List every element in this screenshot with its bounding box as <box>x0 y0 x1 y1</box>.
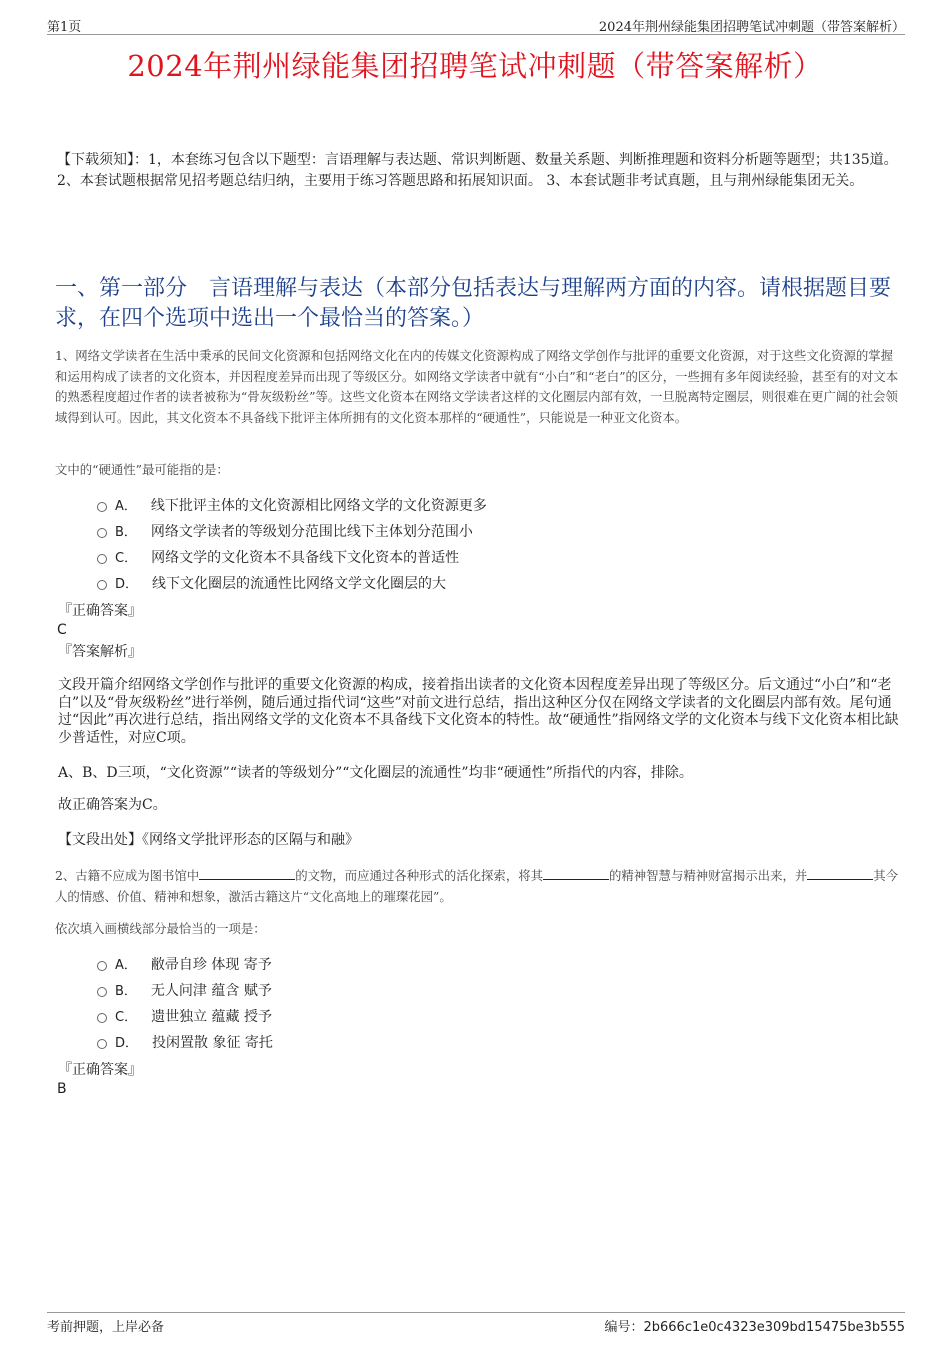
radio-icon[interactable] <box>97 580 107 590</box>
answer-value: C <box>57 622 67 638</box>
analysis-text-3: 故正确答案为C。 <box>58 797 167 813</box>
radio-icon[interactable] <box>97 554 107 564</box>
option-b[interactable]: B． 无人问津 蕴含 赋予 <box>97 978 273 1004</box>
blank-3 <box>807 867 873 880</box>
option-c[interactable]: C． 网络文学的文化资本不具备线下文化资本的普适性 <box>97 545 487 571</box>
question-1-options <box>97 493 487 597</box>
radio-icon[interactable] <box>97 1039 107 1049</box>
option-d[interactable]: D． 投闲置散 象征 寄托 <box>97 1030 273 1056</box>
answer-label: 『正确答案』 <box>58 1062 142 1078</box>
header-doc-title: 2024年荆州绿能集团招聘笔试冲刺题（带答案解析） <box>598 20 905 35</box>
option-a[interactable]: A． 线下批评主体的文化资源相比网络文学的文化资源更多 <box>97 493 487 519</box>
page-header <box>47 14 905 35</box>
radio-icon[interactable] <box>97 987 107 997</box>
analysis-label: 『答案解析』 <box>58 644 142 660</box>
analysis-text-1: 文段开篇介绍网络文学创作与批评的重要文化资源的构成，接着指出读者的文化资本因程度差异出现了等级区分。后文通过“小白”和“老白”以及“骨灰级粉丝”进行举例，随后通过指代词“这些”对前文进行总结，指出这种区分仅在网络文学读者的文化圈层内部有效。尾句通过“因此”再次进行总结，指出网络文学的文化资本不具备线下文化资本的特性。故“硬通性”指网络文学的文化资本与线下文化资本相比缺少普适性，对应C项。 <box>58 677 899 746</box>
blank-1 <box>199 867 295 880</box>
page-number: 第1页 <box>47 20 82 35</box>
radio-icon[interactable] <box>97 1013 107 1023</box>
page-title: 2024年荆州绿能集团招聘笔试冲刺题（带答案解析） <box>127 49 823 83</box>
option-a[interactable]: A． 敝帚自珍 体现 寄予 <box>97 952 273 978</box>
option-c[interactable]: C． 遗世独立 蕴藏 授予 <box>97 1004 273 1030</box>
radio-icon[interactable] <box>97 528 107 538</box>
option-b[interactable]: B． 网络文学读者的等级划分范围比线下主体划分范围小 <box>97 519 487 545</box>
radio-icon[interactable] <box>97 502 107 512</box>
source-citation: 【文段出处】《网络文学批评形态的区隔与和融》 <box>58 832 359 848</box>
question-1-prompt: 文中的“硬通性”最可能指的是： <box>55 462 229 477</box>
analysis-text-2: A、B、D三项，“文化资源”“读者的等级划分”“文化圈层的流通性”均非“硬通性”所指代的内容，排除。 <box>58 765 693 781</box>
download-notice: 【下载须知】：1，本套练习包含以下题型：言语理解与表达题、常识判断题、数量关系题、判断推理题和资料分析题等题型；共135道。 2、本套试题根据常见招考题总结归纳，主要用于练习答题思路和拓展知识面。 3、本套试题非考试真题，且与荆州绿能集团无关。 <box>57 152 898 189</box>
blank-2 <box>543 867 609 880</box>
radio-icon[interactable] <box>97 961 107 971</box>
footer-slogan: 考前押题，上岸必备 <box>47 1320 165 1335</box>
question-2-prompt: 依次填入画横线部分最恰当的一项是： <box>55 921 266 936</box>
question-1-stem: 1、网络文学读者在生活中秉承的民间文化资源和包括网络文化在内的传媒文化资源构成了网络文学创作与批评的重要文化资源，对于这些文化资源的掌握和运用构成了读者的文化资本，并因程度差异而出现了等级区分。如网络文学读者中就有“小白”和“老白”的区分，一些拥有多年阅读经验，甚至有的对文本的熟悉程度超过作者的读者被称为“骨灰级粉丝”等。这些文化资本在网络文学读者这样的文化圈层内部有效，一旦脱离特定圈层，则很难在更广阔的社会领域得到认可。因此，其文化资本不具备线下批评主体所拥有的文化资本那样的“硬通性”，只能说是一种亚文化资本。 <box>55 348 899 425</box>
answer-value: B <box>57 1081 67 1097</box>
question-2-stem: 2、古籍不应成为图书馆中 的文物，而应通过各种形式的活化探索，将其 的精神智慧与精神财富揭示出来，并 其今人的情感、价值、精神和想象，激活古籍这片“文化高地上的璀璨花园”。 <box>55 868 899 904</box>
footer-code: 编号：2b666c1e0c4323e309bd15475be3b555 <box>604 1320 905 1335</box>
answer-label: 『正确答案』 <box>58 603 142 619</box>
page-footer <box>47 1312 905 1339</box>
question-2-options <box>97 952 273 1056</box>
option-d[interactable]: D． 线下文化圈层的流通性比网络文学文化圈层的大 <box>97 571 487 597</box>
section-heading: 一、第一部分 言语理解与表达（本部分包括表达与理解两方面的内容。请根据题目要求，在四个选项中选出一个最恰当的答案。） <box>55 276 892 331</box>
